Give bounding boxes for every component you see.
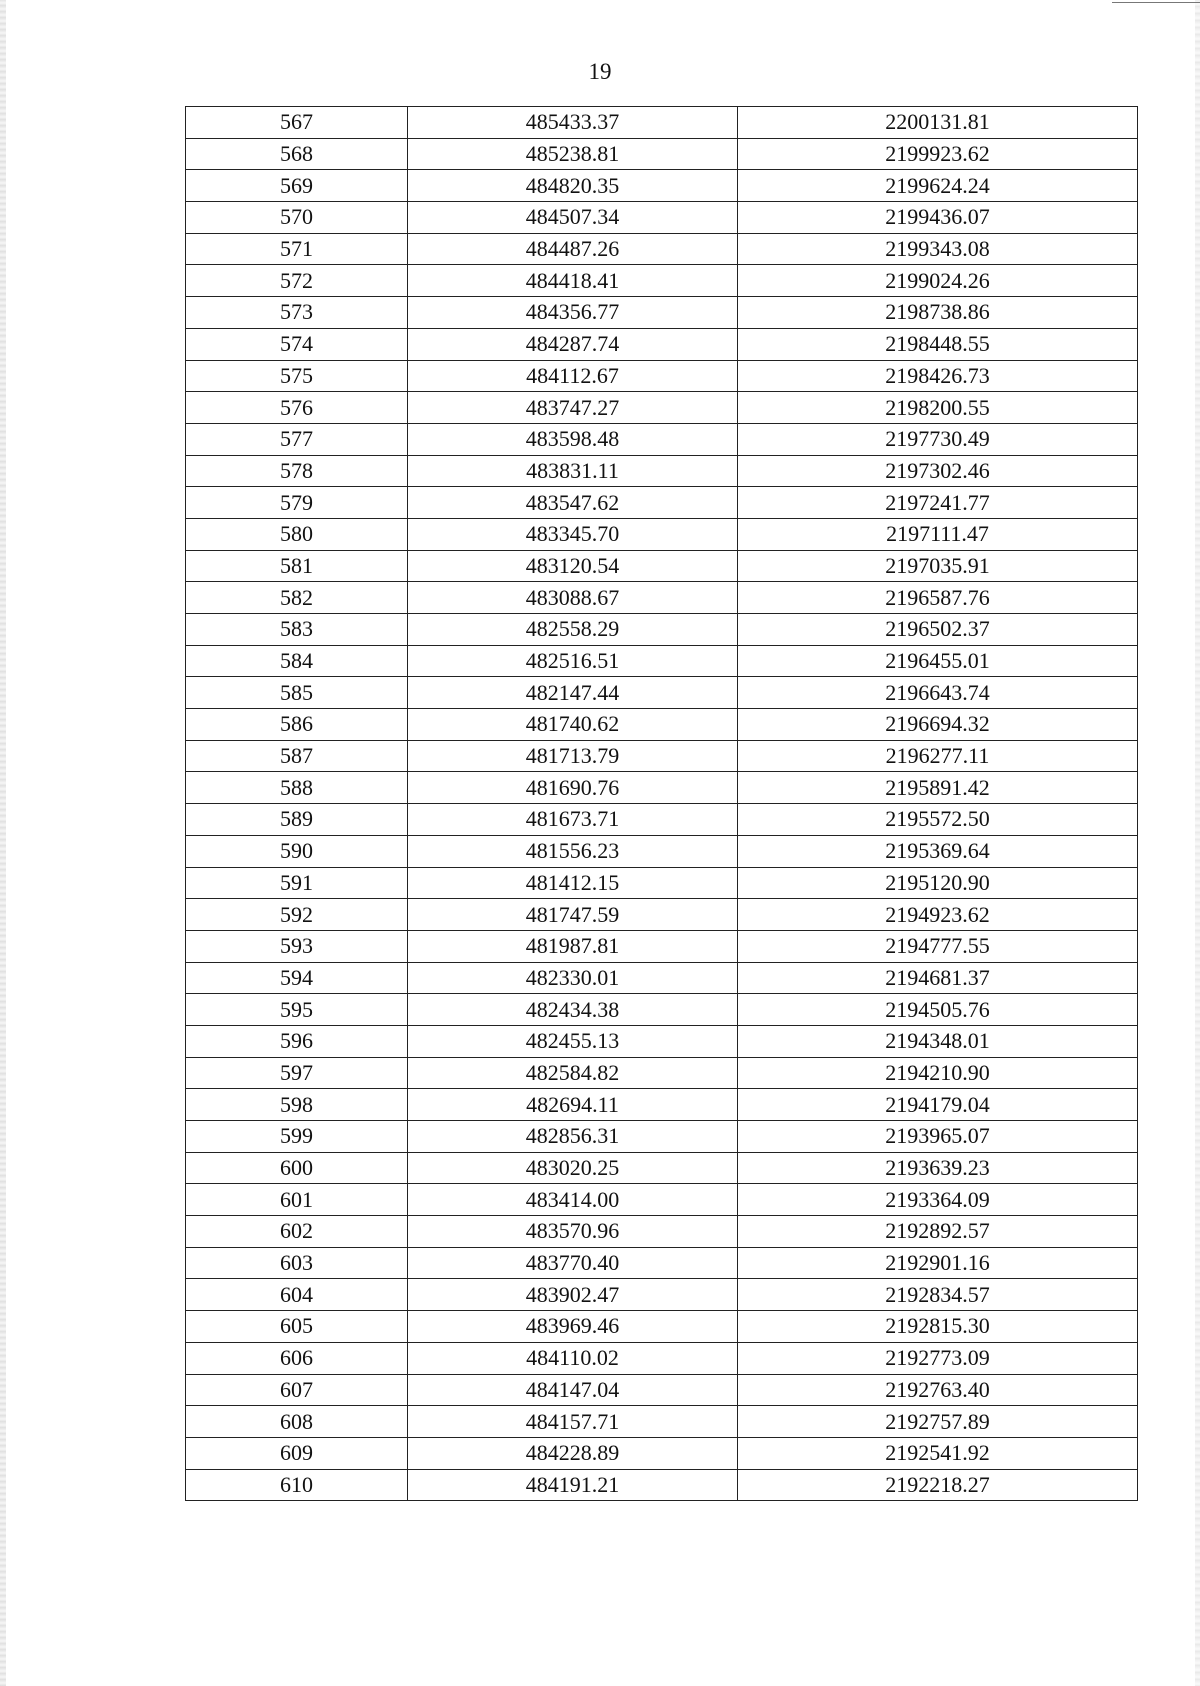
x-coordinate-cell: 484507.34 xyxy=(408,202,738,234)
table-row xyxy=(186,867,1138,899)
table-row xyxy=(186,328,1138,360)
y-coordinate-cell: 2197035.91 xyxy=(738,550,1138,582)
y-coordinate-cell: 2192541.92 xyxy=(738,1437,1138,1469)
y-coordinate-cell: 2196643.74 xyxy=(738,677,1138,709)
point-number-cell: 589 xyxy=(186,804,408,836)
table-row xyxy=(186,265,1138,297)
table-row xyxy=(186,297,1138,329)
table-row xyxy=(186,677,1138,709)
point-number-cell: 609 xyxy=(186,1437,408,1469)
point-number-cell: 598 xyxy=(186,1089,408,1121)
point-number-cell: 606 xyxy=(186,1342,408,1374)
table-row xyxy=(186,1311,1138,1343)
y-coordinate-cell: 2198738.86 xyxy=(738,297,1138,329)
x-coordinate-cell: 484418.41 xyxy=(408,265,738,297)
table-row xyxy=(186,423,1138,455)
y-coordinate-cell: 2195891.42 xyxy=(738,772,1138,804)
table-row xyxy=(186,1184,1138,1216)
y-coordinate-cell: 2194210.90 xyxy=(738,1057,1138,1089)
table-row xyxy=(186,835,1138,867)
y-coordinate-cell: 2196455.01 xyxy=(738,645,1138,677)
x-coordinate-cell: 482455.13 xyxy=(408,1025,738,1057)
point-number-cell: 576 xyxy=(186,392,408,424)
x-coordinate-cell: 481740.62 xyxy=(408,709,738,741)
point-number-cell: 588 xyxy=(186,772,408,804)
x-coordinate-cell: 482434.38 xyxy=(408,994,738,1026)
x-coordinate-cell: 482558.29 xyxy=(408,614,738,646)
point-number-cell: 590 xyxy=(186,835,408,867)
table-row xyxy=(186,1216,1138,1248)
y-coordinate-cell: 2198426.73 xyxy=(738,360,1138,392)
point-number-cell: 569 xyxy=(186,170,408,202)
y-coordinate-cell: 2192901.16 xyxy=(738,1247,1138,1279)
y-coordinate-cell: 2198200.55 xyxy=(738,392,1138,424)
point-number-cell: 579 xyxy=(186,487,408,519)
table-row xyxy=(186,233,1138,265)
point-number-cell: 608 xyxy=(186,1406,408,1438)
table-row xyxy=(186,899,1138,931)
y-coordinate-cell: 2193364.09 xyxy=(738,1184,1138,1216)
point-number-cell: 578 xyxy=(186,455,408,487)
table-row xyxy=(186,962,1138,994)
x-coordinate-cell: 485433.37 xyxy=(408,107,738,139)
y-coordinate-cell: 2199024.26 xyxy=(738,265,1138,297)
x-coordinate-cell: 482694.11 xyxy=(408,1089,738,1121)
table-row xyxy=(186,994,1138,1026)
point-number-cell: 592 xyxy=(186,899,408,931)
point-number-cell: 571 xyxy=(186,233,408,265)
x-coordinate-cell: 483414.00 xyxy=(408,1184,738,1216)
point-number-cell: 600 xyxy=(186,1152,408,1184)
x-coordinate-cell: 483902.47 xyxy=(408,1279,738,1311)
x-coordinate-cell: 483770.40 xyxy=(408,1247,738,1279)
table-row xyxy=(186,487,1138,519)
y-coordinate-cell: 2198448.55 xyxy=(738,328,1138,360)
point-number-cell: 596 xyxy=(186,1025,408,1057)
y-coordinate-cell: 2194179.04 xyxy=(738,1089,1138,1121)
point-number-cell: 573 xyxy=(186,297,408,329)
y-coordinate-cell: 2192892.57 xyxy=(738,1216,1138,1248)
point-number-cell: 594 xyxy=(186,962,408,994)
x-coordinate-cell: 483120.54 xyxy=(408,550,738,582)
table-row xyxy=(186,930,1138,962)
x-coordinate-cell: 481987.81 xyxy=(408,930,738,962)
x-coordinate-cell: 484157.71 xyxy=(408,1406,738,1438)
x-coordinate-cell: 483547.62 xyxy=(408,487,738,519)
y-coordinate-cell: 2194681.37 xyxy=(738,962,1138,994)
point-number-cell: 585 xyxy=(186,677,408,709)
table-row xyxy=(186,614,1138,646)
point-number-cell: 587 xyxy=(186,740,408,772)
x-coordinate-cell: 482516.51 xyxy=(408,645,738,677)
table-row xyxy=(186,170,1138,202)
table-row xyxy=(186,1089,1138,1121)
y-coordinate-cell: 2197111.47 xyxy=(738,518,1138,550)
point-number-cell: 595 xyxy=(186,994,408,1026)
x-coordinate-cell: 482330.01 xyxy=(408,962,738,994)
x-coordinate-cell: 483598.48 xyxy=(408,423,738,455)
x-coordinate-cell: 482584.82 xyxy=(408,1057,738,1089)
y-coordinate-cell: 2192834.57 xyxy=(738,1279,1138,1311)
y-coordinate-cell: 2192773.09 xyxy=(738,1342,1138,1374)
table-row xyxy=(186,455,1138,487)
x-coordinate-cell: 483570.96 xyxy=(408,1216,738,1248)
y-coordinate-cell: 2199343.08 xyxy=(738,233,1138,265)
scan-right-edge xyxy=(1195,0,1200,1686)
y-coordinate-cell: 2194923.62 xyxy=(738,899,1138,931)
point-number-cell: 570 xyxy=(186,202,408,234)
y-coordinate-cell: 2200131.81 xyxy=(738,107,1138,139)
y-coordinate-cell: 2194348.01 xyxy=(738,1025,1138,1057)
point-number-cell: 568 xyxy=(186,138,408,170)
x-coordinate-cell: 481713.79 xyxy=(408,740,738,772)
y-coordinate-cell: 2194777.55 xyxy=(738,930,1138,962)
x-coordinate-cell: 483345.70 xyxy=(408,518,738,550)
x-coordinate-cell: 484112.67 xyxy=(408,360,738,392)
x-coordinate-cell: 483831.11 xyxy=(408,455,738,487)
point-number-cell: 584 xyxy=(186,645,408,677)
y-coordinate-cell: 2192757.89 xyxy=(738,1406,1138,1438)
table-row xyxy=(186,740,1138,772)
point-number-cell: 607 xyxy=(186,1374,408,1406)
point-number-cell: 567 xyxy=(186,107,408,139)
x-coordinate-cell: 482147.44 xyxy=(408,677,738,709)
table-row xyxy=(186,1057,1138,1089)
point-number-cell: 591 xyxy=(186,867,408,899)
y-coordinate-cell: 2194505.76 xyxy=(738,994,1138,1026)
table-row xyxy=(186,804,1138,836)
y-coordinate-cell: 2192218.27 xyxy=(738,1469,1138,1501)
x-coordinate-cell: 484356.77 xyxy=(408,297,738,329)
table-row xyxy=(186,1025,1138,1057)
table-row xyxy=(186,1342,1138,1374)
point-number-cell: 597 xyxy=(186,1057,408,1089)
point-number-cell: 593 xyxy=(186,930,408,962)
x-coordinate-cell: 483747.27 xyxy=(408,392,738,424)
table-row xyxy=(186,1406,1138,1438)
table-row xyxy=(186,1374,1138,1406)
x-coordinate-cell: 484110.02 xyxy=(408,1342,738,1374)
y-coordinate-cell: 2195572.50 xyxy=(738,804,1138,836)
y-coordinate-cell: 2197730.49 xyxy=(738,423,1138,455)
table-row xyxy=(186,518,1138,550)
point-number-cell: 574 xyxy=(186,328,408,360)
table-row xyxy=(186,1469,1138,1501)
table-row xyxy=(186,360,1138,392)
table-row xyxy=(186,550,1138,582)
x-coordinate-cell: 485238.81 xyxy=(408,138,738,170)
table-row xyxy=(186,645,1138,677)
y-coordinate-cell: 2196277.11 xyxy=(738,740,1138,772)
coordinate-table-body xyxy=(186,107,1138,1501)
point-number-cell: 586 xyxy=(186,709,408,741)
point-number-cell: 575 xyxy=(186,360,408,392)
x-coordinate-cell: 481556.23 xyxy=(408,835,738,867)
y-coordinate-cell: 2199923.62 xyxy=(738,138,1138,170)
y-coordinate-cell: 2199436.07 xyxy=(738,202,1138,234)
table-row xyxy=(186,1121,1138,1153)
x-coordinate-cell: 484820.35 xyxy=(408,170,738,202)
point-number-cell: 582 xyxy=(186,582,408,614)
point-number-cell: 583 xyxy=(186,614,408,646)
point-number-cell: 599 xyxy=(186,1121,408,1153)
x-coordinate-cell: 484147.04 xyxy=(408,1374,738,1406)
y-coordinate-cell: 2193639.23 xyxy=(738,1152,1138,1184)
x-coordinate-cell: 481673.71 xyxy=(408,804,738,836)
table-row xyxy=(186,772,1138,804)
table-row xyxy=(186,709,1138,741)
y-coordinate-cell: 2195369.64 xyxy=(738,835,1138,867)
table-row xyxy=(186,1152,1138,1184)
table-row xyxy=(186,138,1138,170)
x-coordinate-cell: 481747.59 xyxy=(408,899,738,931)
y-coordinate-cell: 2192815.30 xyxy=(738,1311,1138,1343)
table-row xyxy=(186,1437,1138,1469)
point-number-cell: 603 xyxy=(186,1247,408,1279)
point-number-cell: 605 xyxy=(186,1311,408,1343)
y-coordinate-cell: 2196502.37 xyxy=(738,614,1138,646)
y-coordinate-cell: 2199624.24 xyxy=(738,170,1138,202)
point-number-cell: 602 xyxy=(186,1216,408,1248)
page-number: 19 xyxy=(588,59,612,84)
table-row xyxy=(186,107,1138,139)
x-coordinate-cell: 481690.76 xyxy=(408,772,738,804)
table-row xyxy=(186,202,1138,234)
scan-left-edge xyxy=(0,0,6,1686)
scan-top-rule xyxy=(1112,2,1200,3)
point-number-cell: 581 xyxy=(186,550,408,582)
x-coordinate-cell: 484228.89 xyxy=(408,1437,738,1469)
x-coordinate-cell: 484287.74 xyxy=(408,328,738,360)
x-coordinate-cell: 483969.46 xyxy=(408,1311,738,1343)
y-coordinate-cell: 2193965.07 xyxy=(738,1121,1138,1153)
point-number-cell: 577 xyxy=(186,423,408,455)
x-coordinate-cell: 483088.67 xyxy=(408,582,738,614)
table-row xyxy=(186,1279,1138,1311)
x-coordinate-cell: 484191.21 xyxy=(408,1469,738,1501)
x-coordinate-cell: 482856.31 xyxy=(408,1121,738,1153)
x-coordinate-cell: 481412.15 xyxy=(408,867,738,899)
y-coordinate-cell: 2196587.76 xyxy=(738,582,1138,614)
y-coordinate-cell: 2197241.77 xyxy=(738,487,1138,519)
x-coordinate-cell: 483020.25 xyxy=(408,1152,738,1184)
y-coordinate-cell: 2192763.40 xyxy=(738,1374,1138,1406)
point-number-cell: 610 xyxy=(186,1469,408,1501)
x-coordinate-cell: 484487.26 xyxy=(408,233,738,265)
y-coordinate-cell: 2196694.32 xyxy=(738,709,1138,741)
coordinate-table xyxy=(185,106,1138,1501)
point-number-cell: 601 xyxy=(186,1184,408,1216)
point-number-cell: 572 xyxy=(186,265,408,297)
table-row xyxy=(186,582,1138,614)
table-row xyxy=(186,1247,1138,1279)
table-row xyxy=(186,392,1138,424)
y-coordinate-cell: 2197302.46 xyxy=(738,455,1138,487)
point-number-cell: 604 xyxy=(186,1279,408,1311)
point-number-cell: 580 xyxy=(186,518,408,550)
y-coordinate-cell: 2195120.90 xyxy=(738,867,1138,899)
